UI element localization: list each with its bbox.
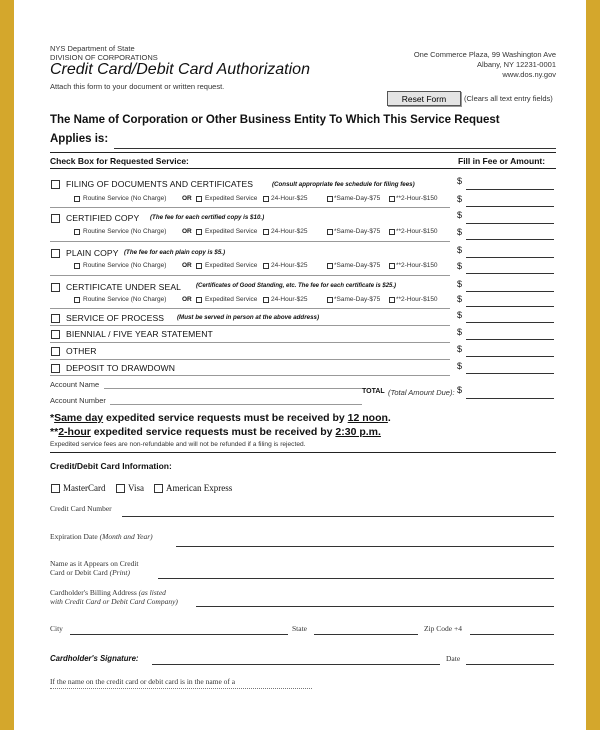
same-day-notice: *Same day expedited service requests must be received by 12 noon. bbox=[50, 412, 391, 424]
fill-amount-header: Fill in Fee or Amount: bbox=[458, 156, 546, 166]
cardholder-name-label-1: Name as it Appears on Credit bbox=[50, 559, 139, 568]
address-line-1: One Commerce Plaza, 99 Washington Ave bbox=[413, 50, 556, 59]
dollar-sign: $ bbox=[457, 227, 463, 237]
plain-copy-label: PLAIN COPY bbox=[66, 248, 119, 258]
expedited-label: Expedited Service bbox=[205, 262, 258, 269]
2h-label: **2-Hour-$150 bbox=[396, 262, 438, 269]
billing-address-label-1: Cardholder's Billing Address (as listed bbox=[50, 588, 166, 597]
other-checkbox[interactable] bbox=[51, 347, 60, 356]
cardholder-name-field[interactable] bbox=[158, 578, 554, 579]
card-number-field[interactable] bbox=[122, 516, 554, 517]
account-name-label: Account Name bbox=[50, 380, 100, 389]
dollar-sign: $ bbox=[457, 245, 463, 255]
state-label: State bbox=[292, 624, 307, 633]
dollar-sign: $ bbox=[457, 344, 463, 354]
filing-note: (Consult appropriate fee schedule for filing fees) bbox=[272, 181, 415, 188]
certificate-seal-amount-field[interactable] bbox=[466, 291, 554, 292]
card-info-heading: Credit/Debit Card Information: bbox=[50, 461, 172, 471]
24h-label: 24-Hour-$25 bbox=[271, 228, 308, 235]
zip-label: Zip Code +4 bbox=[424, 624, 462, 633]
mastercard-checkbox[interactable] bbox=[51, 484, 60, 493]
filing-amount-field[interactable] bbox=[466, 189, 554, 190]
city-field[interactable] bbox=[70, 634, 288, 635]
divider bbox=[50, 375, 450, 376]
city-label: City bbox=[50, 624, 63, 633]
cardholder-name-label-2: Card or Debit Card (Print) bbox=[50, 568, 130, 577]
footer-cutoff bbox=[50, 688, 312, 692]
seal-24h-checkbox[interactable] bbox=[263, 297, 269, 303]
or-label: OR bbox=[182, 195, 192, 202]
same-day-label: *Same-Day-$75 bbox=[334, 228, 381, 235]
same-day-label: *Same-Day-$75 bbox=[334, 262, 381, 269]
seal-fee-field[interactable] bbox=[466, 306, 554, 307]
division-name: DIVISION OF CORPORATIONS bbox=[50, 53, 158, 62]
attach-instruction: Attach this form to your document or written request. bbox=[50, 82, 225, 91]
plain-same-day-checkbox[interactable] bbox=[327, 263, 333, 269]
seal-routine-checkbox[interactable] bbox=[74, 297, 80, 303]
check-box-header: Check Box for Requested Service: bbox=[50, 156, 189, 166]
divider bbox=[50, 275, 450, 276]
routine-label: Routine Service (No Charge) bbox=[83, 262, 167, 269]
dollar-sign: $ bbox=[457, 194, 463, 204]
entity-heading-line-2: Applies is: bbox=[50, 133, 109, 145]
total-amount-field[interactable] bbox=[466, 398, 554, 399]
routine-label: Routine Service (No Charge) bbox=[83, 296, 167, 303]
dept-name: NYS Department of State bbox=[50, 44, 135, 53]
certified-copy-checkbox[interactable] bbox=[51, 214, 60, 223]
dollar-sign: $ bbox=[457, 261, 463, 271]
biennial-label: BIENNIAL / FIVE YEAR STATEMENT bbox=[66, 329, 213, 339]
divider bbox=[50, 152, 556, 153]
24h-label: 24-Hour-$25 bbox=[271, 296, 308, 303]
other-label: OTHER bbox=[66, 346, 97, 356]
or-label: OR bbox=[182, 262, 192, 269]
or-label: OR bbox=[182, 228, 192, 235]
certified-same-day-checkbox[interactable] bbox=[327, 229, 333, 235]
2h-label: **2-Hour-$150 bbox=[396, 195, 438, 202]
filing-checkbox[interactable] bbox=[51, 180, 60, 189]
routine-label: Routine Service (No Charge) bbox=[83, 228, 167, 235]
deposit-drawdown-checkbox[interactable] bbox=[51, 364, 60, 373]
or-label: OR bbox=[182, 296, 192, 303]
same-day-label: *Same-Day-$75 bbox=[334, 195, 381, 202]
2h-label: **2-Hour-$150 bbox=[396, 228, 438, 235]
filing-expedited-checkbox[interactable] bbox=[196, 196, 202, 202]
plain-2h-checkbox[interactable] bbox=[389, 263, 395, 269]
biennial-amount-field[interactable] bbox=[466, 339, 554, 340]
divider bbox=[50, 168, 556, 169]
account-number-label: Account Number bbox=[50, 396, 106, 405]
certified-routine-checkbox[interactable] bbox=[74, 229, 80, 235]
divider bbox=[50, 241, 450, 242]
divider bbox=[50, 342, 450, 343]
certified-fee-field[interactable] bbox=[466, 239, 554, 240]
reset-form-button[interactable]: Reset Form bbox=[387, 91, 461, 106]
plain-routine-checkbox[interactable] bbox=[74, 263, 80, 269]
dollar-sign: $ bbox=[457, 279, 463, 289]
certificate-seal-checkbox[interactable] bbox=[51, 283, 60, 292]
divider bbox=[50, 452, 556, 453]
plain-fee-field[interactable] bbox=[466, 273, 554, 274]
seal-same-day-checkbox[interactable] bbox=[327, 297, 333, 303]
mastercard-label: MasterCard bbox=[63, 483, 106, 493]
routine-label: Routine Service (No Charge) bbox=[83, 195, 167, 202]
plain-expedited-checkbox[interactable] bbox=[196, 263, 202, 269]
service-of-process-label: SERVICE OF PROCESS bbox=[66, 313, 165, 323]
filing-fee-field[interactable] bbox=[466, 206, 554, 207]
certificate-seal-note: (Certificates of Good Standing, etc. The fee for each certificate is $25.) bbox=[196, 283, 397, 289]
entity-name-field[interactable] bbox=[114, 148, 556, 149]
divider bbox=[50, 325, 450, 326]
divider bbox=[50, 207, 450, 208]
signature-label: Cardholder's Signature: bbox=[50, 654, 139, 663]
2h-label: **2-Hour-$150 bbox=[396, 296, 438, 303]
form-title: Credit Card/Debit Card Authorization bbox=[50, 61, 310, 78]
dollar-sign: $ bbox=[457, 385, 463, 395]
biennial-checkbox[interactable] bbox=[51, 330, 60, 339]
deposit-amount-field[interactable] bbox=[466, 373, 554, 374]
form-page bbox=[14, 0, 586, 730]
total-label: TOTAL bbox=[362, 388, 385, 395]
filing-2h-checkbox[interactable] bbox=[389, 196, 395, 202]
visa-checkbox[interactable] bbox=[116, 484, 125, 493]
expiration-field[interactable] bbox=[176, 546, 554, 547]
other-amount-field[interactable] bbox=[466, 356, 554, 357]
plain-copy-checkbox[interactable] bbox=[51, 249, 60, 258]
total-note: (Total Amount Due): bbox=[388, 388, 455, 397]
expedited-label: Expedited Service bbox=[205, 296, 258, 303]
date-label: Date bbox=[446, 654, 461, 663]
certified-copy-note: (The fee for each certified copy is $10.) bbox=[150, 214, 265, 221]
account-name-field[interactable] bbox=[104, 388, 362, 389]
amex-checkbox[interactable] bbox=[154, 484, 163, 493]
card-number-label: Credit Card Number bbox=[50, 504, 112, 513]
expedited-label: Expedited Service bbox=[205, 195, 258, 202]
state-field[interactable] bbox=[314, 634, 418, 635]
visa-label: Visa bbox=[128, 483, 144, 493]
refund-notice: Expedited service fees are non-refundable and will not be refunded if a filing is rejected. bbox=[50, 441, 306, 448]
divider bbox=[50, 308, 450, 309]
same-day-label: *Same-Day-$75 bbox=[334, 296, 381, 303]
seal-2h-checkbox[interactable] bbox=[389, 297, 395, 303]
expiration-label: Expiration Date (Month and Year) bbox=[50, 532, 153, 541]
billing-address-label-2: with Credit Card or Debit Card Company) bbox=[50, 597, 178, 606]
24h-label: 24-Hour-$25 bbox=[271, 195, 308, 202]
certified-expedited-checkbox[interactable] bbox=[196, 229, 202, 235]
dollar-sign: $ bbox=[457, 361, 463, 371]
entity-heading-line-1: The Name of Corporation or Other Business Entity To Which This Service Request bbox=[50, 114, 500, 126]
footer-note: If the name on the credit card or debit card is in the name of a bbox=[50, 677, 236, 686]
service-of-process-amount-field[interactable] bbox=[466, 322, 554, 323]
address-line-2: Albany, NY 12231-0001 bbox=[477, 60, 556, 69]
dollar-sign: $ bbox=[457, 176, 463, 186]
signature-field[interactable] bbox=[152, 664, 440, 665]
certified-copy-amount-field[interactable] bbox=[466, 223, 554, 224]
seal-expedited-checkbox[interactable] bbox=[196, 297, 202, 303]
expedited-label: Expedited Service bbox=[205, 228, 258, 235]
date-field[interactable] bbox=[466, 664, 554, 665]
certified-2h-checkbox[interactable] bbox=[389, 229, 395, 235]
certificate-seal-label: CERTIFICATE UNDER SEAL bbox=[66, 282, 182, 292]
dollar-sign: $ bbox=[457, 310, 463, 320]
divider bbox=[50, 359, 450, 360]
zip-field[interactable] bbox=[470, 634, 554, 635]
plain-copy-amount-field[interactable] bbox=[466, 257, 554, 258]
billing-address-field[interactable] bbox=[196, 606, 554, 607]
filing-routine-checkbox[interactable] bbox=[74, 196, 80, 202]
account-number-field[interactable] bbox=[110, 404, 362, 405]
filing-same-day-checkbox[interactable] bbox=[327, 196, 333, 202]
reset-note: (Clears all text entry fields) bbox=[464, 94, 553, 103]
website: www.dos.ny.gov bbox=[502, 70, 556, 79]
plain-copy-note: (The fee for each plain copy is $5.) bbox=[124, 249, 226, 256]
certified-copy-label: CERTIFIED COPY bbox=[66, 213, 140, 223]
certified-24h-checkbox[interactable] bbox=[263, 229, 269, 235]
dollar-sign: $ bbox=[457, 210, 463, 220]
24h-label: 24-Hour-$25 bbox=[271, 262, 308, 269]
amex-label: American Express bbox=[166, 483, 233, 493]
service-of-process-checkbox[interactable] bbox=[51, 314, 60, 323]
dollar-sign: $ bbox=[457, 294, 463, 304]
deposit-drawdown-label: DEPOSIT TO DRAWDOWN bbox=[66, 363, 176, 373]
filing-label: FILING OF DOCUMENTS AND CERTIFICATES bbox=[66, 179, 254, 189]
dollar-sign: $ bbox=[457, 327, 463, 337]
filing-24h-checkbox[interactable] bbox=[263, 196, 269, 202]
plain-24h-checkbox[interactable] bbox=[263, 263, 269, 269]
service-of-process-note: (Must be served in person at the above address) bbox=[177, 314, 320, 321]
two-hour-notice: **2-hour expedited service requests must be received by 2:30 p.m. bbox=[50, 426, 381, 438]
